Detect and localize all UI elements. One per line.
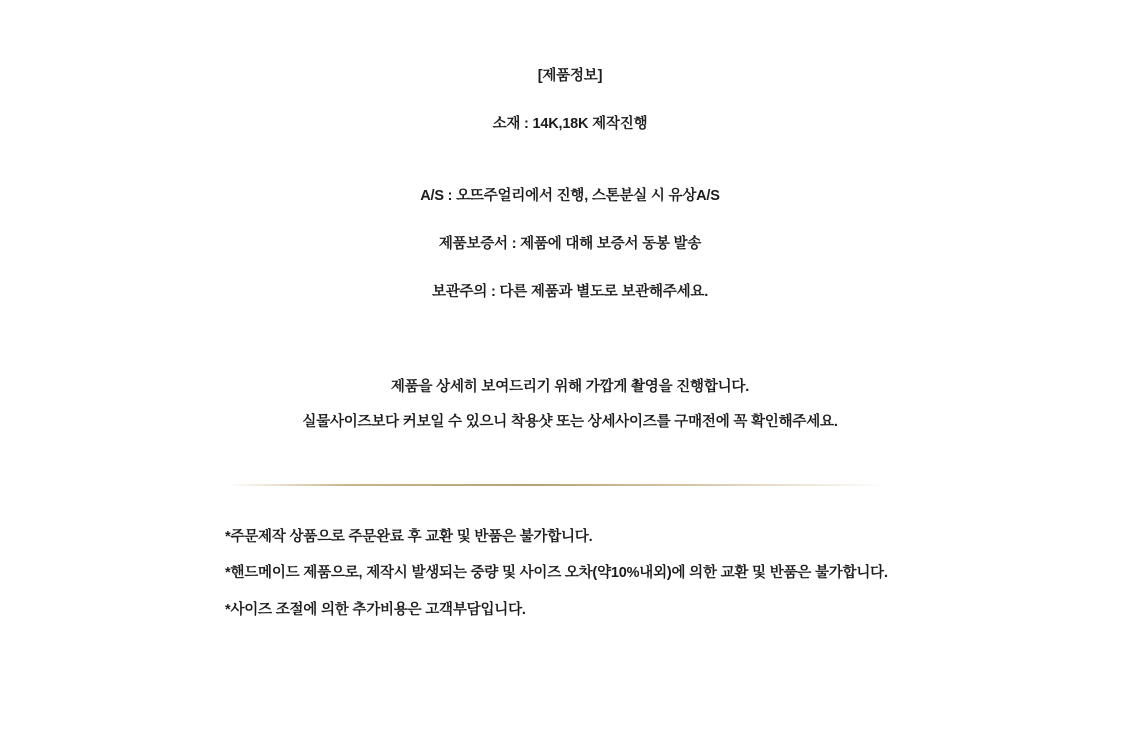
photo-notice-line-1: 제품을 상세히 보여드리기 위해 가깝게 촬영을 진행합니다. (390, 379, 750, 395)
disclaimer-item: *주문제작 상품으로 주문완료 후 교환 및 반품은 불가합니다. (225, 529, 593, 545)
product-info-title: [제품정보] (537, 68, 603, 84)
product-info-material-row (0, 116, 1140, 133)
product-warranty: 제품보증서 : 제품에 대해 보증서 동봉 발송 (438, 236, 702, 252)
product-info-warranty-row (0, 236, 1140, 253)
disclaimer-section (225, 529, 888, 619)
product-storage: 보관주의 : 다른 제품과 별도로 보관해주세요. (431, 284, 709, 300)
disclaimer-item: *핸드메이드 제품으로, 제작시 발생되는 중량 및 사이즈 오차(약10%내외)에 의한 교환 및 반품은 불가합니다. (225, 565, 888, 582)
product-info-section (0, 68, 1140, 85)
section-divider (228, 484, 888, 486)
product-material: 소재 : 14K,18K 제작진행 (492, 116, 648, 132)
photo-notice-line-2: 실물사이즈보다 커보일 수 있으니 착용샷 또는 상세사이즈를 구매전에 꼭 확인해주세요. (302, 413, 838, 430)
disclaimer-item: *사이즈 조절에 의한 추가비용은 고객부담입니다. (225, 601, 526, 618)
product-as: A/S : 오뜨주얼리에서 진행, 스톤분실 시 유상A/S (420, 188, 720, 204)
photo-notice-section (0, 379, 1140, 430)
product-info-storage-row (0, 284, 1140, 301)
product-info-as-row (0, 188, 1140, 205)
